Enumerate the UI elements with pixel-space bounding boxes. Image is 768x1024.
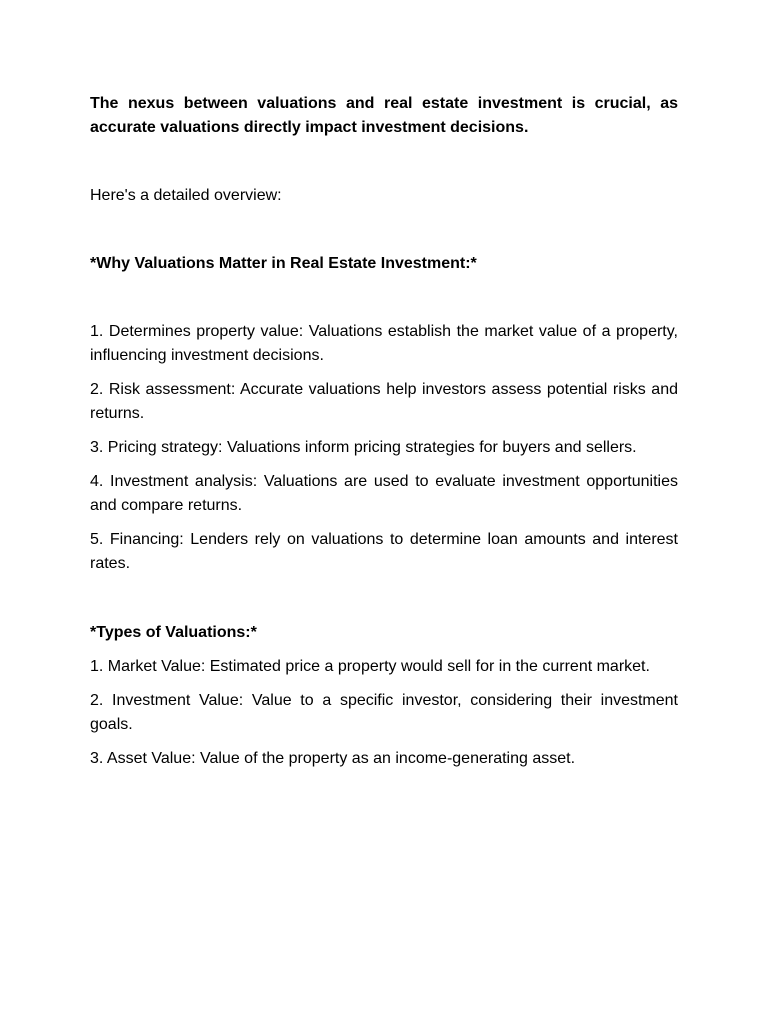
list-item: 2. Investment Value: Value to a specific investor, considering their investment goals.	[90, 692, 678, 733]
list-item: 4. Investment analysis: Valuations are used to evaluate investment opportunities and compare returns.	[90, 473, 678, 514]
overview-text: Here's a detailed overview:	[90, 187, 282, 204]
list-item: 1. Determines property value: Valuations establish the market value of a property, influencing investment decisions.	[90, 323, 678, 364]
list-item: 5. Financing: Lenders rely on valuations to determine loan amounts and interest rates.	[90, 531, 678, 572]
list-item: 2. Risk assessment: Accurate valuations help investors assess potential risks and returns.	[90, 381, 678, 422]
why-valuations-heading: *Why Valuations Matter in Real Estate Investment:*	[90, 255, 477, 272]
types-of-valuations-heading: *Types of Valuations:*	[90, 624, 257, 641]
list-item: 1. Market Value: Estimated price a property would sell for in the current market.	[90, 658, 650, 675]
list-item: 3. Pricing strategy: Valuations inform pricing strategies for buyers and sellers.	[90, 439, 637, 456]
types-of-valuations-list	[90, 655, 678, 781]
why-valuations-list	[90, 320, 678, 586]
list-item: 3. Asset Value: Value of the property as an income-generating asset.	[90, 750, 576, 767]
intro-paragraph: The nexus between valuations and real estate investment is crucial, as accurate valuations directly impact investment decisions.	[90, 95, 678, 136]
